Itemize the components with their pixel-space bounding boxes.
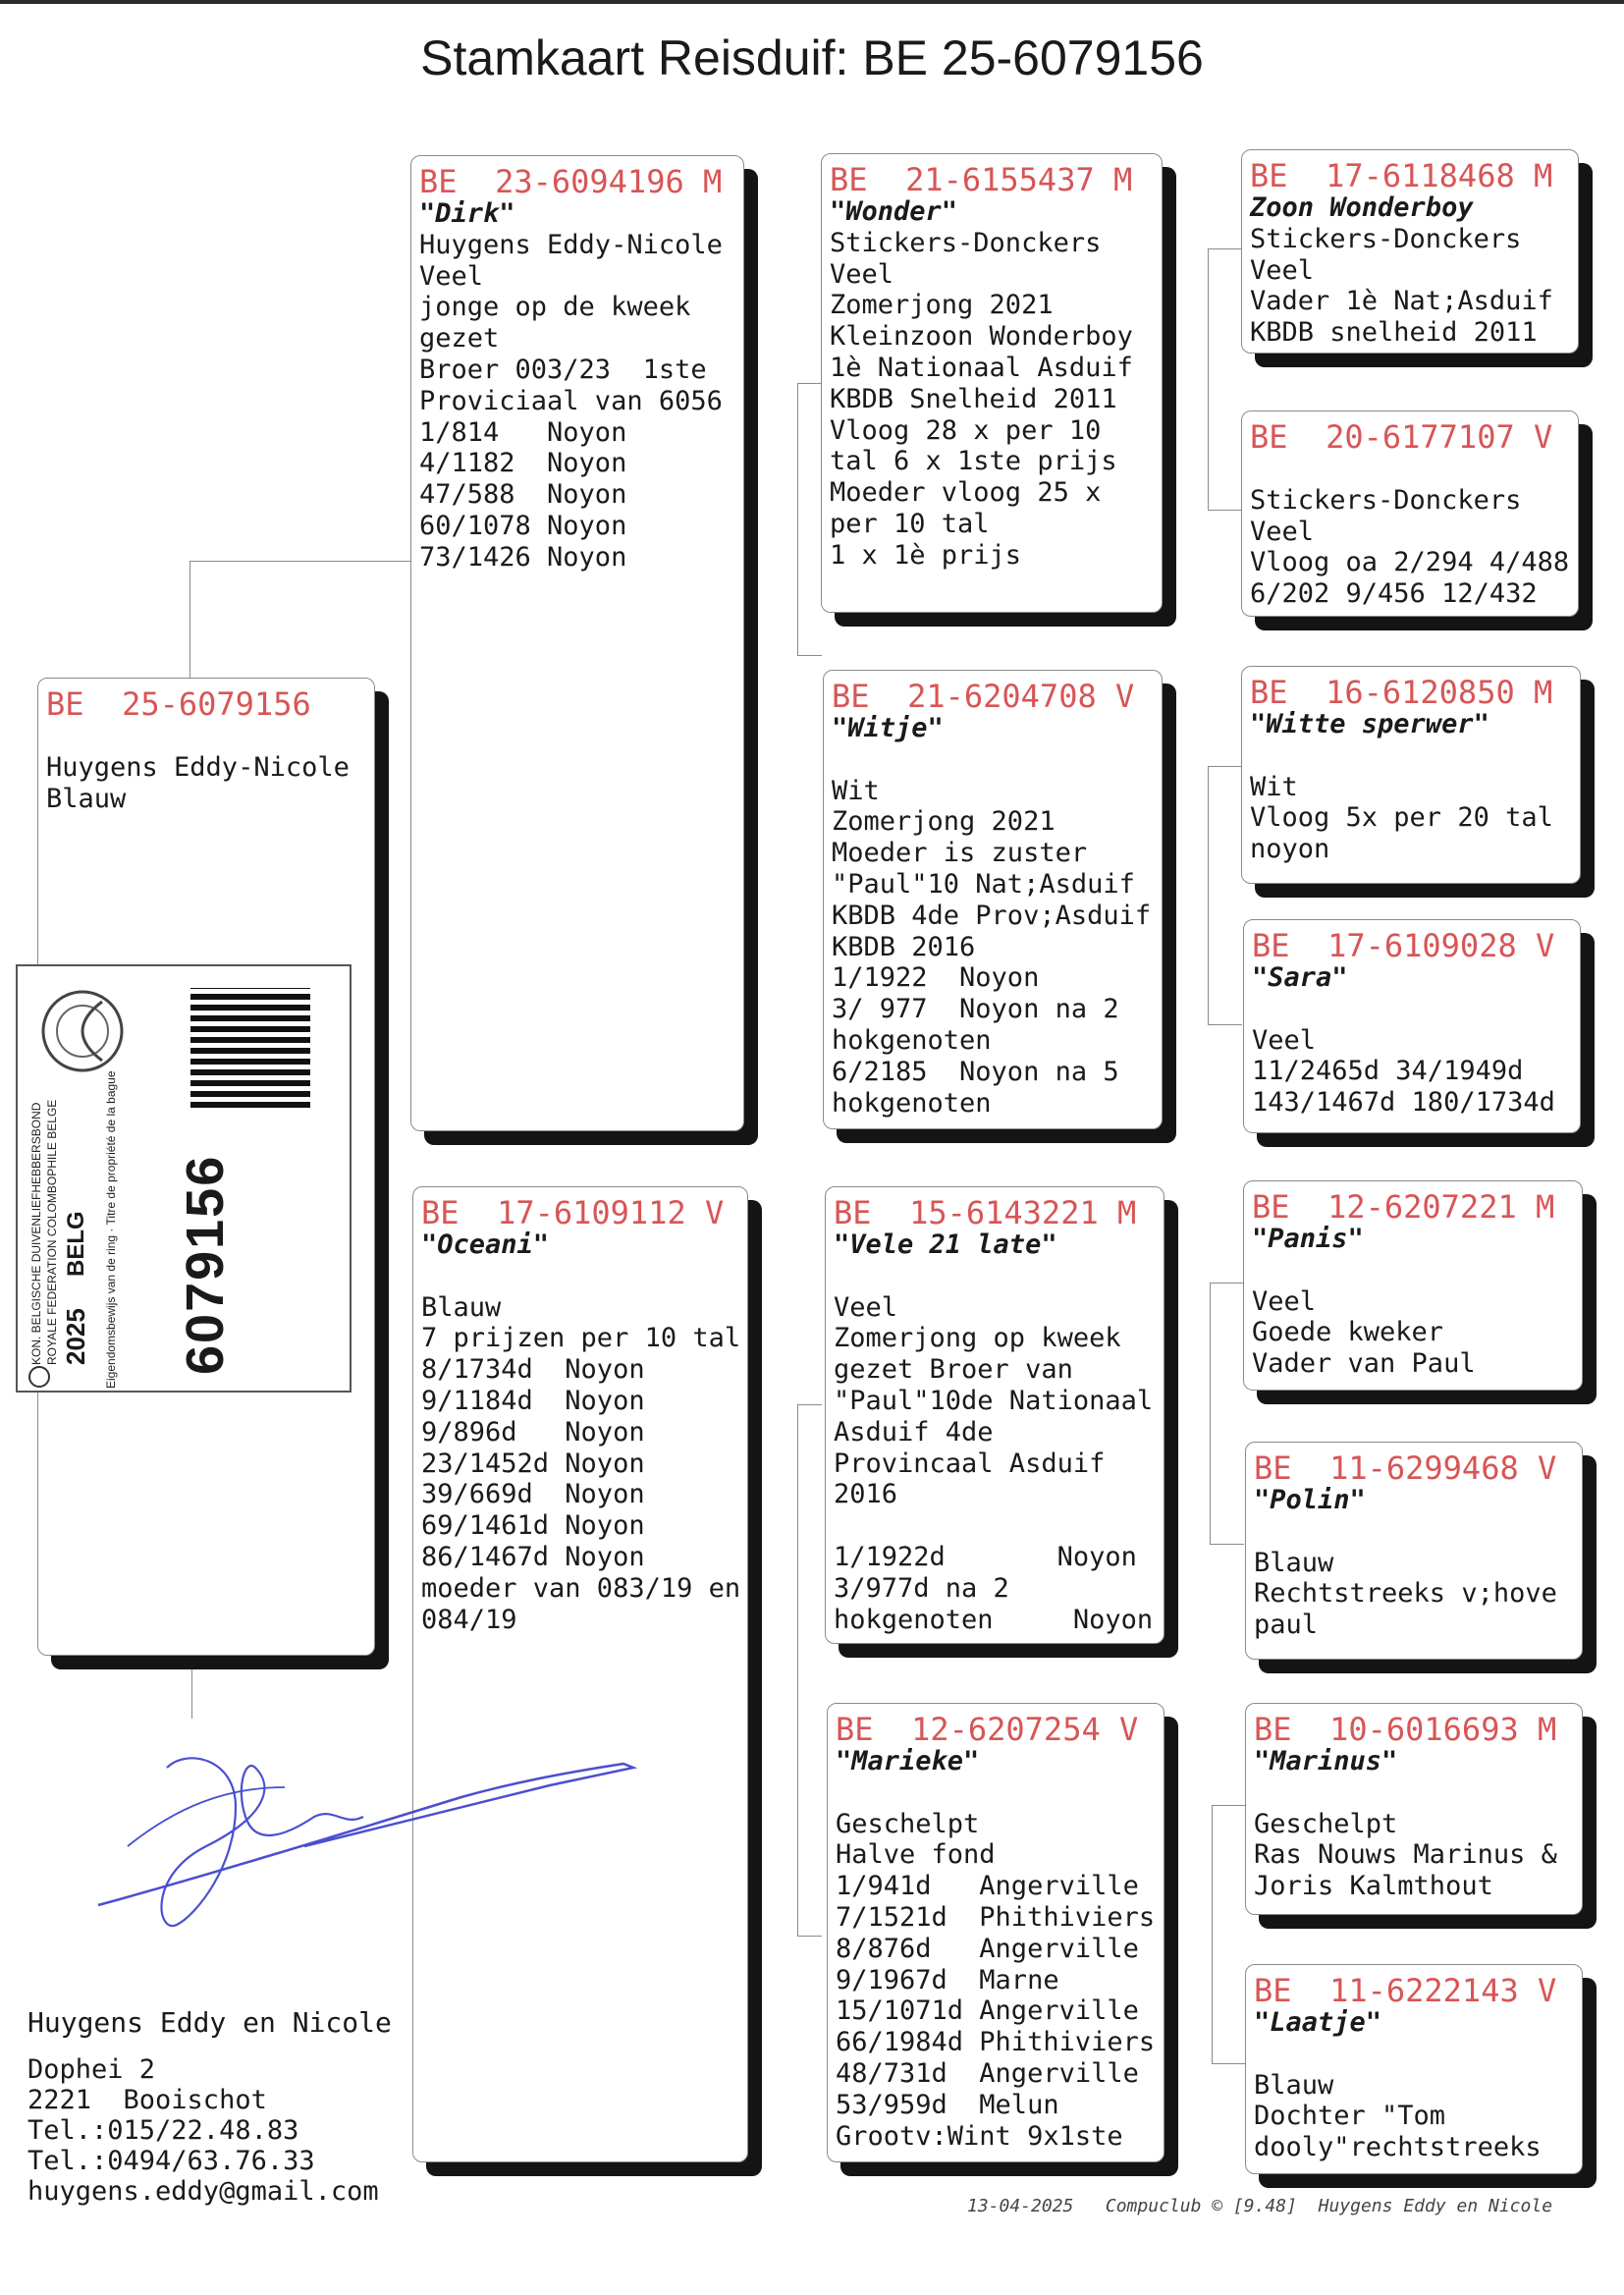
card-line [421,1261,739,1292]
card-line: 1è Nationaal Asduif [830,352,1133,383]
owner-phone: Tel.:0494/63.76.33 [27,2146,315,2176]
card-line: Stickers-Donckers [1250,484,1522,516]
pigeon-name: "Sara" [1252,962,1348,993]
card-line: Halve fond [836,1839,996,1871]
card-line: Veel [1250,516,1315,547]
card-line: Wit [1250,771,1298,802]
card-line: Huygens Eddy-Nicole [419,229,723,260]
card-line: Joris Kalmthout [1254,1871,1493,1902]
card-line [1252,1255,1574,1286]
pedigree-card-ss [821,153,1163,613]
card-line: "Paul"10 Nat;Asduif [832,868,1135,900]
ring-number: BE 20-6177107 V [1250,418,1553,456]
pedigree-card-sss [1241,149,1579,354]
pedigree-card-ssd [1241,410,1579,617]
card-line: 53/959d Melun [836,2089,1059,2120]
card-line: dooly"rechtstreeks [1254,2132,1542,2163]
card-line: hokgenoten [832,1087,992,1119]
connector-dd-bracket [1212,1805,1246,2064]
sticker-content [18,966,353,1394]
pigeon-name [1250,454,1570,485]
card-line: 8/876d Angerville [836,1933,1139,1964]
connector-subject-dam [191,1669,413,1719]
card-line: KBDB snelheid 2011 [1250,317,1538,349]
top-rule [0,0,1624,4]
pigeon-name: "Dirk" [419,198,515,229]
ring-number: BE 10-6016693 M [1254,1711,1557,1748]
card-line: 39/669d Noyon [421,1479,645,1510]
card-line: Vloog 28 x per 10 [830,414,1102,446]
pedigree-card-dss [1243,1180,1583,1391]
pigeon-name: "Polin" [1254,1485,1366,1515]
card-line: Geschelpt [1254,1808,1398,1839]
card-line: 3/ 977 Noyon na 2 [832,994,1119,1025]
page-title: Stamkaart Reisduif: BE 25-6079156 [420,30,1204,85]
connector-ss-bracket [1208,248,1242,511]
ring-number: BE 11-6222143 V [1254,1972,1557,2009]
card-line [1250,740,1572,772]
connector-sire-bracket [797,383,822,656]
card-line: Dochter "Tom [1254,2101,1446,2132]
card-line [834,1510,1156,1542]
card-line: Vader 1è Nat;Asduif [1250,286,1553,317]
ring-number: BE 16-6120850 M [1250,674,1553,711]
pigeon-name: "Marieke" [836,1746,980,1776]
card-line [836,1777,1156,1809]
card-line: 1/1922 Noyon [832,962,1040,994]
pedigree-card-dds [1245,1703,1583,1915]
card-line: Stickers-Donckers [830,227,1102,258]
card-line: Ras Nouws Marinus & [1254,1839,1557,1871]
sticker-federation-nl: KON. BELGISCHE DUIVENLIEFHEBBERSBOND [29,1102,43,1365]
card-line: Veel [1250,254,1315,286]
pigeon-name: "Witje" [832,713,944,743]
card-line: Huygens Eddy-Nicole [46,751,350,783]
card-line: Blauw [421,1291,502,1323]
card-line: 6/2185 Noyon na 5 [832,1056,1119,1087]
card-line [1254,1516,1574,1548]
card-line: 15/1071d Angerville [836,1995,1139,2027]
card-line: Moeder vloog 25 x [830,477,1102,509]
card-line: Zomerjong 2021 [832,806,1056,838]
connector-sd-bracket [1208,766,1242,1025]
ring-number: BE 17-6109112 V [421,1194,725,1231]
card-line: "Paul"10de Nationaal [834,1385,1154,1416]
connector-subject-sire [189,561,411,680]
card-line: 60/1078 Noyon [419,510,627,541]
card-line: 7/1521d Phithiviers [836,1901,1156,1933]
card-line: 143/1467d 180/1734d [1252,1087,1555,1119]
pigeon-name: "Wonder" [830,196,958,227]
card-line: Kleinzoon Wonderboy [830,321,1133,353]
pedigree-card-dd [827,1703,1164,2162]
ring-number: BE 15-6143221 M [834,1194,1137,1231]
pigeon-name: "Witte sperwer" [1250,709,1489,739]
card-line: 3/977d na 2 [834,1572,1009,1604]
owner-address-line: 2221 Booischot [27,2085,267,2115]
pigeon-name: "Laatje" [1254,2007,1382,2038]
card-line [1254,2039,1574,2070]
card-line: Blauw [1254,2069,1334,2101]
card-line: 1/1922d Noyon [834,1541,1137,1572]
card-line: Proviciaal van 6056 [419,385,723,416]
card-line: Veel [1252,1285,1317,1317]
owner-phone: Tel.:015/22.48.83 [27,2115,299,2146]
card-line: Zomerjong op kweek [834,1323,1121,1354]
card-line: 1/814 Noyon [419,416,627,448]
ring-number: BE 21-6155437 M [830,161,1133,198]
card-line [1254,1777,1574,1809]
qr-code-icon [190,988,310,1108]
card-line: 4/1182 Noyon [419,448,627,479]
print-footer: 13-04-2025 Compuclub © [9.48] Huygens Eddy en Nicole [967,2196,1553,2216]
card-line: gezet [419,323,500,355]
card-line: Provincaal Asduif [834,1448,1106,1479]
card-line: 48/731d Angerville [836,2057,1139,2089]
card-line: jonge op de kweek [419,292,691,323]
card-line: 084/19 [421,1604,517,1635]
card-line: 73/1426 Noyon [419,541,627,573]
card-line: Veel [419,260,484,292]
pigeon-name: "Panis" [1252,1224,1364,1254]
card-line: 86/1467d Noyon [421,1541,645,1572]
card-line [46,721,366,752]
pedigree-card-ds [825,1186,1164,1644]
owner-address-line: Dophei 2 [27,2054,156,2085]
ring-number: BE 17-6109028 V [1252,927,1555,964]
card-line: 2016 [834,1479,898,1510]
pigeon-name: "Marinus" [1254,1746,1398,1776]
card-line: 7 prijzen per 10 tal [421,1323,741,1354]
pigeon-name: Zoon Wonderboy [1250,192,1474,223]
card-line: Zomerjong 2021 [830,290,1054,321]
card-line: Veel [830,258,894,290]
pedigree-card-sire [410,155,744,1131]
card-line: moeder van 083/19 en [421,1572,741,1604]
card-line: 9/1967d Marne [836,1964,1059,1995]
owner-name: Huygens Eddy en Nicole [27,2006,392,2039]
card-line: 69/1461d Noyon [421,1510,645,1542]
card-line: 8/1734d Noyon [421,1354,645,1386]
owner-email: huygens.eddy@gmail.com [27,2176,379,2207]
card-line: 9/1184d Noyon [421,1385,645,1416]
card-line: Asduif 4de [834,1416,994,1448]
card-line: 66/1984d Phithiviers [836,2027,1156,2058]
card-line: 47/588 Noyon [419,479,627,511]
pigeon-name: "Oceani" [421,1229,550,1260]
card-line: Veel [1252,1024,1317,1056]
card-line: Geschelpt [836,1808,980,1839]
card-line: Goede kweker [1252,1317,1444,1348]
card-line: 23/1452d Noyon [421,1448,645,1479]
ring-number: BE 12-6207221 M [1252,1188,1555,1226]
card-line [834,1261,1156,1292]
card-line: 1 x 1è prijs [830,539,1022,571]
connector-dam-bracket [797,1404,822,1937]
pigeon-name: "Vele 21 late" [834,1229,1057,1260]
card-line: Broer 003/23 1ste [419,354,707,385]
card-line: KBDB 4de Prov;Asduif [832,900,1152,931]
card-line: Wit [832,775,880,806]
card-line: paul [1254,1610,1319,1641]
pedigree-card-sds [1241,666,1581,884]
ring-number: BE 12-6207254 V [836,1711,1139,1748]
ring-number: BE 11-6299468 V [1254,1449,1557,1487]
card-line: Moeder is zuster [832,838,1088,869]
ring-number: BE 17-6118468 M [1250,157,1553,194]
card-line: noyon [1250,834,1330,865]
card-line: Blauw [1254,1547,1334,1578]
card-line: Stickers-Donckers [1250,223,1522,254]
sticker-ownership-text: Eigendomsbewijs van de ring · Titre de propriété de la bague [104,1070,118,1389]
pedigree-card-dam [412,1186,748,2162]
card-line: KBDB 2016 [832,931,976,962]
card-line: per 10 tal [830,508,990,539]
ring-ownership-sticker [16,964,352,1393]
card-line: Rechtstreeks v;hove [1254,1578,1557,1610]
sticker-country: BELG [63,1211,89,1277]
card-line: Vader van Paul [1252,1348,1476,1380]
card-line: Blauw [46,783,127,814]
card-line: hokgenoten Noyon [834,1604,1154,1635]
card-line: tal 6 x 1ste prijs [830,446,1117,477]
card-line: hokgenoten [832,1024,992,1056]
card-line [832,744,1154,776]
card-line: Vloog 5x per 20 tal [1250,802,1553,834]
card-line [1252,994,1572,1025]
card-line: 1/941d Angerville [836,1871,1139,1902]
card-line: 6/202 9/456 12/432 [1250,578,1538,610]
pedigree-card-sd [823,670,1163,1129]
sticker-federation-fr: ROYALE FEDERATION COLOMBOPHILE BELGE [45,1099,59,1365]
card-line: Veel [834,1291,898,1323]
connector-ds-bracket [1210,1283,1244,1545]
sticker-ring-number: 6079156 [176,1154,235,1375]
rfcb-badge-icon [27,1365,96,1389]
federation-logo-icon [33,982,141,1080]
card-line: KBDB Snelheid 2011 [830,383,1117,414]
pedigree-card-ddd [1245,1964,1583,2174]
card-line: Grootv:Wint 9x1ste [836,2120,1123,2152]
card-line: 9/896d Noyon [421,1416,645,1448]
pedigree-card-dsd [1245,1442,1583,1660]
pedigree-card-sdd [1243,919,1581,1133]
ring-number: BE 25-6079156 [46,685,311,723]
card-line: 11/2465d 34/1949d [1252,1056,1524,1087]
ring-number: BE 23-6094196 M [419,163,723,200]
card-line: Vloog oa 2/294 4/488 [1250,547,1570,578]
card-line: gezet Broer van [834,1354,1073,1386]
sticker-year: 2025 [61,1308,90,1365]
ring-number: BE 21-6204708 V [832,678,1135,715]
owner-signature [88,1728,648,1944]
